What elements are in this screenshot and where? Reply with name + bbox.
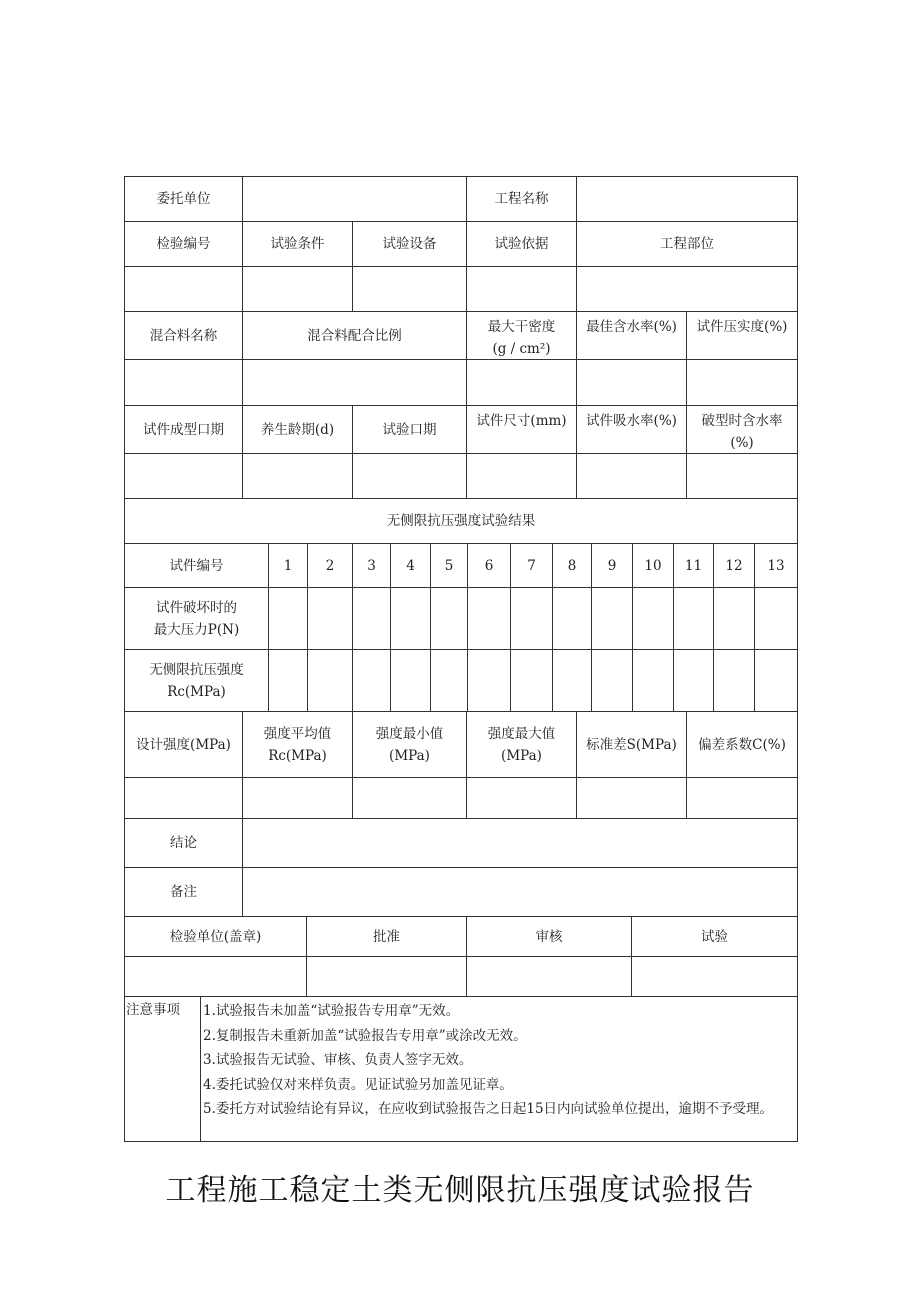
avg-strength-label [242, 711, 353, 778]
input-cell[interactable] [124, 359, 243, 406]
specimen-number: 7 [510, 543, 553, 588]
notes-label: 注意事项 [124, 996, 201, 1142]
pressure-input-cell[interactable] [713, 587, 755, 650]
input-cell[interactable] [124, 266, 243, 312]
cv-label: 偏差系数C(%) [686, 711, 798, 778]
client-label: 委托单位 [124, 176, 243, 222]
input-cell[interactable] [686, 453, 798, 499]
specimen-number: 10 [632, 543, 674, 588]
test-date-label: 试验口期 [352, 405, 467, 454]
text-line: (MPa) [389, 747, 430, 764]
strength-input-cell[interactable] [673, 649, 714, 712]
strength-input-cell[interactable] [390, 649, 431, 712]
strength-input-cell[interactable] [268, 649, 308, 712]
text-line: Rc(MPa) [167, 683, 226, 700]
header-cell: 检验编号 [124, 221, 243, 267]
notes-list [200, 996, 798, 1142]
input-cell[interactable] [352, 777, 467, 819]
strength-input-cell[interactable] [352, 649, 391, 712]
text-line: 无侧限抗压强度 [149, 661, 244, 678]
project-name-label: 工程名称 [466, 176, 577, 222]
signature-field[interactable] [124, 956, 307, 997]
input-cell[interactable] [686, 777, 798, 819]
molding-date-label: 试件成型口期 [124, 405, 243, 454]
strength-input-cell[interactable] [307, 649, 353, 712]
strength-label [124, 649, 269, 712]
max-pressure-label [124, 587, 269, 650]
std-dev-label: 标准差S(MPa) [576, 711, 687, 778]
text-line: 2.复制报告未重新加盖“试验报告专用章”或涂改无效。 [203, 1027, 527, 1044]
text-line: 强度最小值 [375, 725, 444, 742]
strength-input-cell[interactable] [430, 649, 468, 712]
text-line: 强度最大值 [487, 725, 556, 742]
text-line: (MPa) [501, 747, 542, 764]
text-line: 1.试验报告未加盖“试验报告专用章”无效。 [203, 1003, 460, 1019]
strength-input-cell[interactable] [591, 649, 633, 712]
signature-label: 批准 [306, 916, 467, 957]
pressure-input-cell[interactable] [307, 587, 353, 650]
strength-input-cell[interactable] [754, 649, 798, 712]
text-line: 强度平均值 [263, 725, 332, 742]
strength-input-cell[interactable] [467, 649, 511, 712]
text-line: 5.委托方对试验结论有异议，在应收到试验报告之日起15日内向试验单位提出，逾期不予受理。 [203, 1101, 774, 1117]
input-cell[interactable] [242, 266, 353, 312]
text-line: (g / cm²) [492, 341, 551, 357]
specimen-size-label: 试件尺寸(mm) [466, 405, 577, 454]
strength-input-cell[interactable] [552, 649, 592, 712]
input-cell[interactable] [466, 266, 577, 312]
conclusion-field[interactable] [242, 818, 798, 868]
remarks-field[interactable] [242, 867, 798, 917]
input-cell[interactable] [686, 359, 798, 406]
specimen-number: 1 [268, 543, 308, 588]
optimum-moisture-label: 最佳含水率(%) [576, 311, 687, 360]
input-cell[interactable] [242, 359, 467, 406]
input-cell[interactable] [242, 777, 353, 819]
max-strength-label [466, 711, 577, 778]
min-strength-label [352, 711, 467, 778]
max-dry-density-label [466, 311, 577, 360]
text-line: (%) [730, 435, 754, 451]
input-cell[interactable] [576, 453, 687, 499]
text-line: 3.试验报告无试验、审核、负责人签字无效。 [203, 1052, 473, 1068]
strength-input-cell[interactable] [713, 649, 755, 712]
text-line: 最大压力P(N) [153, 621, 240, 638]
text-line: 破型时含水率 [701, 413, 783, 429]
strength-input-cell[interactable] [510, 649, 553, 712]
input-cell[interactable] [124, 777, 243, 819]
input-cell[interactable] [466, 777, 577, 819]
input-cell[interactable] [576, 266, 798, 312]
pressure-input-cell[interactable] [510, 587, 553, 650]
input-cell[interactable] [576, 359, 687, 406]
client-field[interactable] [242, 176, 467, 222]
water-absorption-label: 试件吸水率(%) [576, 405, 687, 454]
header-cell: 试验条件 [242, 221, 353, 267]
specimen-number: 2 [307, 543, 353, 588]
header-cell: 工程部位 [576, 221, 798, 267]
input-cell[interactable] [466, 359, 577, 406]
signature-label: 检验单位(盖章) [124, 916, 307, 957]
project-name-field[interactable] [576, 176, 798, 222]
mix-name-label: 混合料名称 [124, 311, 243, 360]
text-line: Rc(MPa) [268, 747, 327, 764]
pressure-input-cell[interactable] [467, 587, 511, 650]
compaction-label: 试件压实度(%) [686, 311, 798, 360]
specimen-number: 8 [552, 543, 592, 588]
results-heading: 无侧限抗压强度试验结果 [124, 498, 798, 544]
signature-label: 试验 [631, 916, 798, 957]
header-cell: 试验设备 [352, 221, 467, 267]
input-cell[interactable] [466, 453, 577, 499]
signature-label: 审核 [466, 916, 632, 957]
pressure-input-cell[interactable] [754, 587, 798, 650]
specimen-no-label: 试件编号 [124, 543, 269, 588]
header-cell: 试验依据 [466, 221, 577, 267]
curing-age-label: 养生龄期(d) [242, 405, 353, 454]
pressure-input-cell[interactable] [268, 587, 308, 650]
conclusion-label: 结论 [124, 818, 243, 868]
report-title: 工程施工稳定土类无侧限抗压强度试验报告 [165, 1173, 755, 1208]
text-line: 4.委托试验仅对来样负责。见证试验另加盖见证章。 [203, 1076, 513, 1093]
pressure-input-cell[interactable] [390, 587, 431, 650]
pressure-input-cell[interactable] [673, 587, 714, 650]
specimen-number: 9 [591, 543, 633, 588]
specimen-number: 3 [352, 543, 391, 588]
specimen-number: 11 [673, 543, 714, 588]
strength-input-cell[interactable] [632, 649, 674, 712]
specimen-number: 5 [430, 543, 468, 588]
remarks-label: 备注 [124, 867, 243, 917]
signature-field[interactable] [466, 956, 632, 997]
specimen-number: 6 [467, 543, 511, 588]
pressure-input-cell[interactable] [632, 587, 674, 650]
text-line: 最大干密度 [487, 319, 556, 335]
specimen-number: 13 [754, 543, 798, 588]
text-line: 试件破坏时的 [156, 599, 237, 616]
input-cell[interactable] [242, 453, 353, 499]
moisture-at-break-label [686, 405, 798, 454]
input-cell[interactable] [352, 266, 467, 312]
signature-field[interactable] [631, 956, 798, 997]
mix-ratio-label: 混合料配合比例 [242, 311, 467, 360]
input-cell[interactable] [352, 453, 467, 499]
pressure-input-cell[interactable] [552, 587, 592, 650]
specimen-number: 4 [390, 543, 431, 588]
input-cell[interactable] [576, 777, 687, 819]
input-cell[interactable] [124, 453, 243, 499]
specimen-number: 12 [713, 543, 755, 588]
design-strength-label: 设计强度(MPa) [124, 711, 243, 778]
pressure-input-cell[interactable] [591, 587, 633, 650]
signature-field[interactable] [306, 956, 467, 997]
pressure-input-cell[interactable] [352, 587, 391, 650]
pressure-input-cell[interactable] [430, 587, 468, 650]
